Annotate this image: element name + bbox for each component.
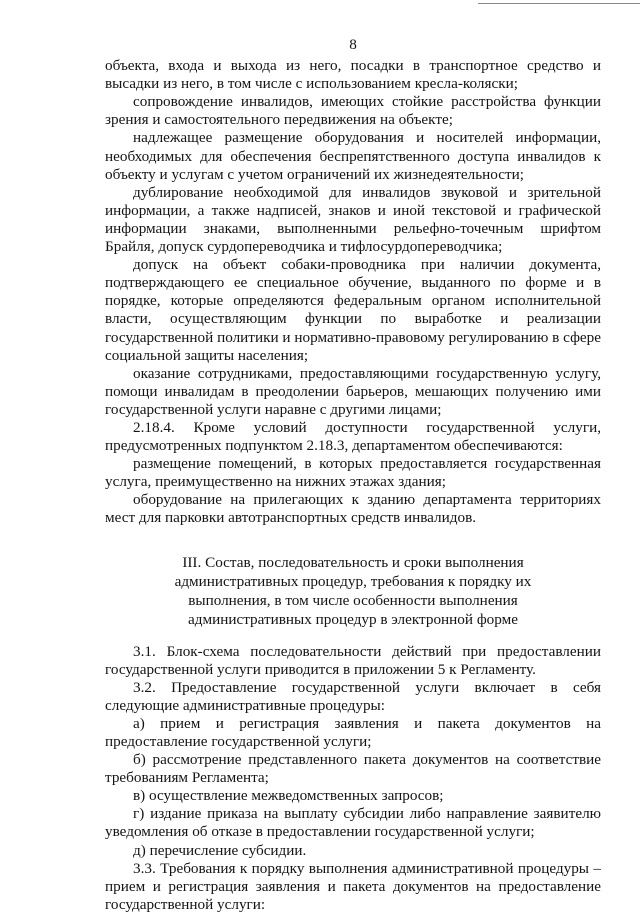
spacer bbox=[105, 629, 601, 643]
page-number: 8 bbox=[349, 36, 357, 53]
list-item: б) рассмотрение представленного пакета документов на соответствие требованиям Регламента; bbox=[105, 751, 601, 787]
paragraph: 3.3. Требования к порядку выполнения административной процедуры – прием и регистрация заявления и пакета документов на предоставление государственной услуги: bbox=[105, 859, 601, 913]
scan-edge-line bbox=[478, 3, 640, 4]
paragraph: 3.1. Блок-схема последовательности действий при предоставлении государственной услуги приводится в приложении 5 к Регламенту. bbox=[105, 642, 601, 678]
section-heading-line: выполнения, в том числе особенности выполнения bbox=[188, 591, 518, 609]
section-heading bbox=[105, 553, 601, 629]
document-page bbox=[105, 36, 601, 914]
paragraph: сопровождение инвалидов, имеющих стойкие расстройства функции зрения и самостоятельного передвижения на объекте; bbox=[105, 93, 601, 129]
paragraph: 3.2. Предоставление государственной услуги включает в себя следующие административные процедуры: bbox=[105, 678, 601, 714]
section-heading-line: административных процедур в электронной форме bbox=[188, 610, 518, 628]
paragraph: объекта, входа и выхода из него, посадки в транспортное средство и высадки из него, в том числе с использованием кресла-коляски; bbox=[105, 57, 601, 93]
list-item: г) издание приказа на выплату субсидии либо направление заявителю уведомления об отказе в предоставлении государственной услуги; bbox=[105, 805, 601, 841]
paragraph: оказание сотрудниками, предоставляющими государственную услугу, помощи инвалидам в преодолении барьеров, мешающих получению ими государственной услуги наравне с другими лицами; bbox=[105, 364, 601, 418]
paragraph: допуск на объект собаки-проводника при наличии документа, подтверждающего ее специальное обучение, выданного по форме и в порядке, которые определяются федеральным органом исполнительной власти, осуществляющим функции по выработке и реализации государственной политики и нормативно-правовому регулированию в сфере социальной защиты населения; bbox=[105, 256, 601, 364]
paragraph: оборудование на прилегающих к зданию департамента территориях мест для парковки автотранспортных средств инвалидов. bbox=[105, 491, 601, 527]
paragraph: надлежащее размещение оборудования и носителей информации, необходимых для обеспечения беспрепятственного доступа инвалидов к объекту и услугам с учетом ограничений их жизнедеятельности; bbox=[105, 129, 601, 183]
paragraph: дублирование необходимой для инвалидов звуковой и зрительной информации, а также надписей, знаков и иной текстовой и графической информации знаками, выполненными рельефно-точечным шрифтом Брайля, допуск сурдопереводчика и тифлосурдопереводчика; bbox=[105, 183, 601, 256]
section-heading-line: административных процедур, требования к порядку их bbox=[174, 572, 532, 590]
list-item: а) прием и регистрация заявления и пакета документов на предоставление государственной услуги; bbox=[105, 714, 601, 750]
paragraph: размещение помещений, в которых предоставляется государственная услуга, преимущественно на нижних этажах здания; bbox=[105, 455, 601, 491]
list-item: в) осуществление межведомственных запросов; bbox=[133, 787, 444, 805]
list-item: д) перечисление субсидии. bbox=[133, 841, 307, 859]
paragraph: 2.18.4. Кроме условий доступности государственной услуги, предусмотренных подпунктом 2.18.3, департаментом обеспечиваются: bbox=[105, 418, 601, 455]
section-heading-line: III. Состав, последовательность и сроки выполнения bbox=[182, 553, 524, 571]
